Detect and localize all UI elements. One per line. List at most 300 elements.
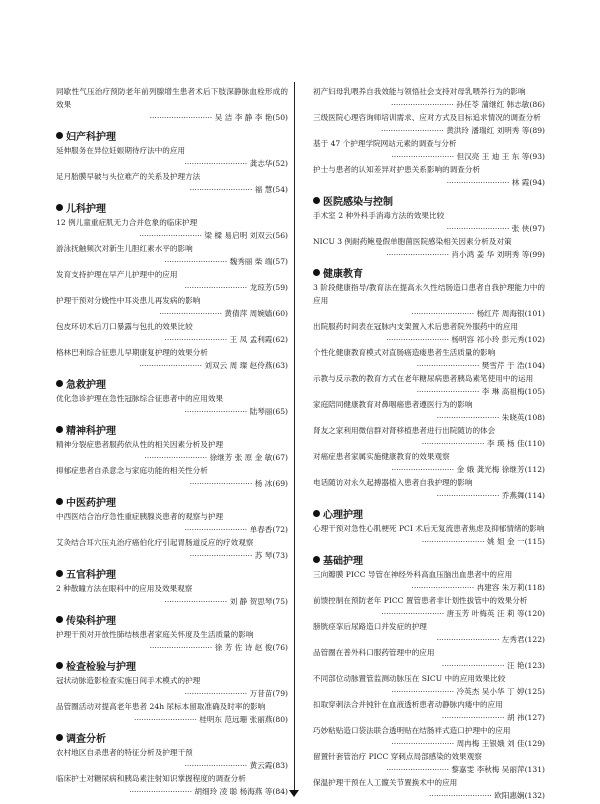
section-title: 心理护理 — [323, 510, 363, 521]
bullet-icon — [56, 734, 63, 741]
column-divider — [294, 82, 295, 790]
leader-dots: ·························· — [184, 283, 250, 292]
leader-dots: ·························· — [381, 126, 447, 135]
section-title: 儿科护理 — [66, 204, 106, 215]
entry-page-number: (59) — [272, 283, 288, 292]
entry-title: 出院服药时间表在冠脉内支架置入术后患者院外服药中的应用 — [313, 322, 519, 331]
entry-authors: 肖小鸿 姜 华 刘明秀 等 — [451, 250, 530, 259]
entry-authors: 李 瑛 杨 佳 — [486, 439, 525, 448]
toc-section — [313, 264, 545, 502]
entry-meta — [313, 463, 545, 476]
entry-authors: 福 慧 — [254, 185, 273, 194]
entry-meta — [313, 333, 545, 346]
entry-title: 护理干预对开放性肺结核患者家庭关怀度及生活质量的影响 — [56, 630, 254, 639]
entry-authors: 徐继芳 张 原 金 敏 — [209, 453, 273, 462]
toc-entry[interactable] — [56, 700, 288, 726]
entry-authors: 樊雪芹 于 浩 — [481, 361, 525, 370]
entry-page-number: (118) — [524, 583, 545, 592]
entry-meta — [56, 595, 288, 608]
entry-title: 扣取穿刺法合并钝针在血液透析患者动静脉内瘘中的应用 — [313, 700, 503, 709]
toc-entry[interactable] — [313, 672, 545, 698]
section-title: 妇产科护理 — [66, 132, 116, 143]
bullet-icon — [56, 204, 63, 211]
toc-entry[interactable] — [56, 392, 288, 418]
entry-meta — [56, 759, 288, 772]
leader-dots: ·························· — [416, 361, 482, 370]
entry-page-number: (99) — [529, 250, 545, 259]
toc-entry[interactable] — [56, 464, 288, 490]
toc-entry[interactable] — [313, 522, 545, 548]
bullet-icon — [56, 132, 63, 139]
entry-authors: 杨 冰 — [254, 479, 273, 488]
section-heading — [313, 264, 545, 281]
entry-title: 膀胱痉挛后尿路造口并发症的护理 — [313, 622, 427, 631]
leader-dots: ·························· — [391, 465, 457, 474]
entry-page-number: (115) — [524, 537, 545, 546]
section-heading — [313, 505, 545, 522]
section-title: 急救护理 — [66, 380, 106, 391]
leader-dots: ·························· — [164, 597, 230, 606]
entry-page-number: (129) — [524, 739, 545, 748]
entry-meta — [56, 333, 288, 346]
entry-page-number: (62) — [272, 335, 288, 344]
entry-title: 品管圈在普外科口服药管理中的应用 — [313, 648, 435, 657]
section-heading — [56, 611, 288, 628]
entry-authors: 周冉梅 王银娥 刘 佳 — [456, 739, 525, 748]
section-heading — [56, 657, 288, 674]
bullet-icon — [56, 616, 63, 623]
entry-authors: 杨红芹 周海银 — [476, 309, 525, 318]
entry-title: 优化急诊护理在急性冠脉综合征患者中的应用效果 — [56, 394, 224, 403]
entry-authors: 徐 芳 佐 诗 赵 俊 — [214, 643, 273, 652]
toc-section — [56, 421, 288, 490]
toc-entry[interactable] — [56, 268, 288, 294]
toc-section — [56, 565, 288, 608]
toc-entry[interactable] — [56, 510, 288, 536]
entry-page-number: (120) — [524, 609, 545, 618]
toc-entry[interactable] — [313, 209, 545, 235]
entry-authors: 林 霞 — [511, 178, 530, 187]
entry-authors: 刘 静 贺思琴 — [229, 597, 273, 606]
toc-entry[interactable] — [56, 85, 288, 124]
entry-title: 护理干预对分娩性中耳炎患儿再发病的影响 — [56, 296, 201, 305]
entry-page-number: (75) — [272, 597, 288, 606]
entry-title: 艾灸结合耳穴压丸治疗癌伯化疗引起胃肠道反应的疗效观察 — [56, 538, 254, 547]
entry-page-number: (97) — [529, 224, 545, 233]
entry-authors: 魏秀丽 柴 端 — [229, 257, 273, 266]
toc-entry[interactable] — [56, 346, 288, 372]
entry-authors: 左秀君 — [501, 635, 525, 644]
toc-entry[interactable] — [56, 170, 288, 196]
entry-authors: 乔燕舞 — [501, 491, 525, 500]
toc-entry[interactable] — [313, 398, 545, 424]
entry-title: 冠状动脉造影检查实施日间手术模式的护理 — [56, 676, 201, 685]
entry-title: 抑郁症患者自杀意念与家庭功能的相关性分析 — [56, 466, 208, 475]
leader-dots: ·························· — [391, 739, 457, 748]
toc-entry[interactable] — [313, 476, 545, 502]
toc-entry[interactable] — [56, 582, 288, 608]
leader-dots: ·························· — [391, 100, 457, 109]
entry-page-number: (57) — [272, 257, 288, 266]
bullet-icon — [56, 570, 63, 577]
leader-dots: ·························· — [144, 453, 210, 462]
entry-meta — [313, 98, 545, 111]
toc-entry[interactable] — [313, 85, 545, 111]
entry-title: 保温护理干预在人工髋关节置换术中的应用 — [313, 778, 458, 787]
entry-authors: 姚 姐 金 一 — [486, 537, 525, 546]
entry-page-number: (131) — [524, 765, 545, 774]
toc-entry[interactable] — [313, 776, 545, 802]
entry-page-number: (101) — [524, 309, 545, 318]
section-heading — [56, 199, 288, 216]
entry-authors: 胡 祎 — [506, 713, 525, 722]
entry-page-number: (83) — [272, 761, 288, 770]
toc-entry[interactable] — [313, 320, 545, 346]
entry-title: 3 阶段健康指导/教育法在提高永久性结肠造口患者自我护理能力中的应用 — [313, 283, 545, 305]
section-title: 健康教育 — [323, 269, 363, 280]
section-heading — [56, 729, 288, 746]
entry-meta — [313, 307, 545, 320]
toc-entry[interactable] — [313, 620, 545, 646]
toc-entry[interactable] — [313, 137, 545, 163]
toc-section — [313, 551, 545, 802]
leader-dots: ·························· — [189, 479, 255, 488]
toc-entry[interactable] — [56, 628, 288, 654]
entry-title: 示教与反示教的教育方式在老年糖尿病患者胰岛素笔使用中的运用 — [313, 374, 534, 383]
entry-title: 护士与患者的认知差异对护患关系影响的调查分析 — [313, 165, 481, 174]
toc-section — [313, 505, 545, 548]
entry-title: 家庭陪同健康教育对鼻咽癌患者遵医行为的影响 — [313, 400, 473, 409]
entry-authors: 张 侠 — [511, 224, 530, 233]
entry-meta — [56, 183, 288, 196]
toc-entry[interactable] — [313, 594, 545, 620]
entry-title: 游泳抚触频次对新生儿胆红素水平的影响 — [56, 244, 193, 253]
entry-page-number: (122) — [524, 635, 545, 644]
toc-section — [56, 611, 288, 654]
toc-entry[interactable] — [313, 281, 545, 320]
toc-entry[interactable] — [56, 216, 288, 242]
leader-dots: ·························· — [436, 413, 502, 422]
leader-dots: ·························· — [429, 791, 495, 800]
entry-page-number: (114) — [524, 491, 545, 500]
toc-entry[interactable] — [56, 438, 288, 464]
entry-meta — [56, 785, 288, 798]
entry-title: 基于 47 个护理学院网站元素的调查与分析 — [313, 139, 457, 148]
entry-page-number: (73) — [272, 551, 288, 560]
entry-authors: 桂明东 范远珊 张丽燕 — [199, 715, 273, 724]
entry-title: 初产妇母乳喂养自我效能与领悟社会支持对母乳喂养行为的影响 — [313, 87, 526, 96]
leader-dots: ·························· — [139, 361, 205, 370]
entry-meta — [313, 248, 545, 261]
entry-page-number: (102) — [524, 335, 545, 344]
entry-authors: 陆琴丽 — [249, 407, 273, 416]
entry-page-number: (112) — [524, 465, 545, 474]
section-heading — [56, 493, 288, 510]
entry-authors: 黎嘉雯 李秋梅 吴丽萍 — [451, 765, 525, 774]
toc-entry[interactable] — [56, 746, 288, 772]
toc-section — [56, 199, 288, 372]
entry-page-number: (93) — [529, 152, 545, 161]
entry-page-number: (52) — [272, 159, 288, 168]
bullet-icon — [313, 510, 320, 517]
entry-page-number: (127) — [524, 713, 545, 722]
leader-dots: ·························· — [139, 231, 205, 240]
leader-dots: ·························· — [411, 309, 477, 318]
toc-entry[interactable] — [56, 536, 288, 562]
toc-entry[interactable] — [313, 111, 545, 137]
entry-meta — [56, 157, 288, 170]
entry-meta — [56, 477, 288, 490]
leader-dots: ·························· — [436, 635, 502, 644]
entry-page-number: (54) — [272, 185, 288, 194]
entry-meta — [56, 451, 288, 464]
entry-meta — [56, 111, 288, 124]
section-title: 精神科护理 — [66, 426, 116, 437]
entry-page-number: (84) — [272, 787, 288, 796]
entry-title: NICU 3 例耐药鲍曼假单胞菌医院感染相关因素分析及对策 — [313, 237, 512, 246]
leader-dots: ·························· — [184, 689, 250, 698]
toc-section — [56, 493, 288, 562]
entry-meta — [313, 222, 545, 235]
toc-entry[interactable] — [56, 320, 288, 346]
entry-title: 包皮环切术后刀口暴露与包扎的效果比较 — [56, 322, 193, 331]
entry-authors: 金 娥 龚光梅 徐继芳 — [456, 465, 525, 474]
leader-dots: ·························· — [386, 765, 452, 774]
section-title: 检查检验与护理 — [66, 662, 136, 673]
toc-entry[interactable] — [313, 372, 545, 398]
section-title: 基础护理 — [323, 556, 363, 567]
entry-title: 肾友之家利用微信群对肾移植患者进行出院随访的体会 — [313, 426, 496, 435]
entry-page-number: (123) — [524, 661, 545, 670]
toc-entry[interactable] — [313, 568, 545, 594]
leader-dots: ·························· — [421, 537, 487, 546]
entry-page-number: (65) — [272, 407, 288, 416]
right-column — [313, 82, 545, 802]
entry-title: 心理干预对急性心肌梗死 PCI 术后无复流患者焦虑及抑郁情绪的影响 — [313, 524, 545, 533]
entry-title: 发育支持护理在早产儿护理中的应用 — [56, 270, 178, 279]
entry-authors: 汪 艳 — [506, 661, 525, 670]
entry-title: 品管圈活动对提高老年患者 24h 尿标本留取准确及时率的影响 — [56, 702, 266, 711]
entry-title: 手术室 2 种外科手消毒方法的效果比较 — [313, 211, 445, 220]
entry-meta — [313, 411, 545, 424]
entry-meta — [56, 255, 288, 268]
entry-title: 农村地区自杀患者的特征分析及护理干预 — [56, 748, 193, 757]
entry-authors: 但汉亮 王 迪 王 东 等 — [456, 152, 530, 161]
page-down-arrow-icon — [289, 790, 299, 797]
entry-page-number: (60) — [272, 309, 288, 318]
entry-meta — [313, 685, 545, 698]
entry-title: 个性化健康教育模式对直肠癌造瘘患者生活质量的影响 — [313, 348, 496, 357]
entry-meta — [313, 581, 545, 594]
section-title: 传染科护理 — [66, 616, 116, 627]
toc-section — [313, 85, 545, 189]
entry-meta — [313, 437, 545, 450]
entry-meta — [313, 359, 545, 372]
entry-title: 留置针套管治疗 PICC 穿刺点局部感染的效果观察 — [313, 752, 482, 761]
toc-entry[interactable] — [313, 724, 545, 750]
section-heading — [56, 375, 288, 392]
entry-page-number: (72) — [272, 525, 288, 534]
toc-entry[interactable] — [313, 424, 545, 450]
entry-meta — [313, 763, 545, 776]
entry-authors: 黄洪玲 潘瑞红 刘明秀 等 — [446, 126, 530, 135]
entry-authors: 龙琼芳 — [249, 283, 273, 292]
entry-title: 12 例儿童重症肌无力合并危象的临床护理 — [56, 218, 198, 227]
toc-entry[interactable] — [313, 646, 545, 672]
leader-dots: ·························· — [381, 609, 447, 618]
section-heading — [313, 551, 545, 568]
entry-page-number: (79) — [272, 689, 288, 698]
bullet-icon — [313, 269, 320, 276]
entry-authors: 朱晓英 — [501, 413, 525, 422]
entry-authors: 吴 洁 李 静 李 艳 — [214, 113, 273, 122]
entry-page-number: (67) — [272, 453, 288, 462]
section-title: 五官科护理 — [66, 570, 116, 581]
toc-entry[interactable] — [313, 235, 545, 261]
toc-entry[interactable] — [313, 450, 545, 476]
leader-dots: ·························· — [441, 713, 507, 722]
entry-meta — [313, 607, 545, 620]
leader-dots: ·························· — [129, 787, 195, 796]
leader-dots: ·························· — [411, 583, 477, 592]
entry-authors: 黄云霞 — [249, 761, 273, 770]
toc-entry[interactable] — [56, 144, 288, 170]
entry-authors: 杨明容 祁小玲 彭元秀 — [451, 335, 525, 344]
entry-title: 同歇性气压治疗预防老年前列腺增生患者术后下肢深静脉血栓形成的效果 — [56, 87, 288, 109]
entry-page-number: (105) — [524, 387, 545, 396]
toc-entry[interactable] — [56, 674, 288, 700]
entry-page-number: (69) — [272, 479, 288, 488]
entry-meta — [56, 229, 288, 242]
entry-title: 三向瓣膜 PICC 导管在神经外科高血压脑出血患者中的应用 — [313, 570, 513, 579]
entry-title: 足月胎膜早破与头位难产的关系及护理方法 — [56, 172, 201, 181]
leader-dots: ·························· — [184, 407, 250, 416]
entry-meta — [313, 150, 545, 163]
entry-meta — [313, 633, 545, 646]
toc-entry[interactable] — [56, 242, 288, 268]
leader-dots: ·························· — [416, 387, 482, 396]
toc-entry[interactable] — [313, 163, 545, 189]
entry-authors: 苏 琴 — [254, 551, 273, 560]
entry-meta — [56, 687, 288, 700]
entry-authors: 孙任苓 蒲继红 韩志敏 — [456, 100, 530, 109]
toc-section — [56, 729, 288, 798]
entry-authors: 黄倩萍 周婉嫱 — [224, 309, 273, 318]
toc-entry[interactable] — [313, 346, 545, 372]
leader-dots: ·························· — [391, 687, 457, 696]
entry-title: 三级医院心理咨询师培训需求、应对方式及目标追求情况的调查分析 — [313, 113, 541, 122]
entry-meta — [313, 789, 545, 802]
entry-page-number: (50) — [272, 113, 288, 122]
entry-authors: 单春香 — [249, 525, 273, 534]
entry-authors: 欧阳惠娴 — [494, 791, 525, 800]
entry-title: 巧妙粘贴造口袋法联合透明贴在结肠袢式造口护理中的应用 — [313, 726, 511, 735]
entry-meta — [313, 489, 545, 502]
entry-meta — [313, 124, 545, 137]
section-heading — [56, 127, 288, 144]
leader-dots: ·························· — [184, 159, 250, 168]
leader-dots: ·························· — [184, 525, 250, 534]
toc-entry[interactable] — [313, 750, 545, 776]
entry-authors: 冷英杰 吴小华 丁 婷 — [456, 687, 525, 696]
entry-authors: 万昔苗 — [249, 689, 273, 698]
entry-title: 电话随访对永久起搏器植入患者自我护理的影响 — [313, 478, 473, 487]
entry-meta — [56, 641, 288, 654]
leader-dots: ·························· — [134, 715, 200, 724]
leader-dots: ·························· — [441, 661, 507, 670]
entry-title: 临床护士对糖尿病和胰岛素注射知识掌握程度的调查分析 — [56, 774, 246, 783]
entry-title: 不同部位动脉置管监测动脉压在 SICU 中的应用效果比较 — [313, 674, 506, 683]
leader-dots: ·························· — [421, 439, 487, 448]
toc-entry[interactable] — [313, 698, 545, 724]
entry-meta — [313, 737, 545, 750]
leader-dots: ·························· — [386, 335, 452, 344]
entry-page-number: (56) — [272, 231, 288, 240]
leader-dots: ·························· — [446, 224, 512, 233]
entry-page-number: (132) — [524, 791, 545, 800]
entry-authors: 龚志华 — [249, 159, 273, 168]
leader-dots: ·························· — [446, 178, 512, 187]
entry-meta — [313, 535, 545, 548]
bullet-icon — [56, 426, 63, 433]
leader-dots: ·························· — [164, 335, 230, 344]
entry-page-number: (94) — [529, 178, 545, 187]
section-heading — [56, 565, 288, 582]
entry-meta — [56, 713, 288, 726]
entry-title: 中西医结合治疗急性重症胰腺炎患者的观察与护理 — [56, 512, 224, 521]
entry-title: 2 种散瞳方法在眼科中的应用及效果观察 — [56, 584, 193, 593]
entry-page-number: (76) — [272, 643, 288, 652]
toc-section — [56, 127, 288, 196]
entry-meta — [56, 307, 288, 320]
entry-authors: 胡细玲 凌 聪 杨海燕 等 — [194, 787, 273, 796]
leader-dots: ·························· — [149, 643, 215, 652]
leader-dots: ·························· — [391, 152, 457, 161]
entry-authors: 王 凤 孟利霞 — [229, 335, 273, 344]
entry-authors: 李 琳 高祖梅 — [481, 387, 525, 396]
toc-section — [56, 657, 288, 726]
toc-entry[interactable] — [56, 772, 288, 798]
entry-page-number: (63) — [272, 361, 288, 370]
leader-dots: ·························· — [159, 309, 225, 318]
left-column — [56, 82, 288, 798]
bullet-icon — [56, 662, 63, 669]
entry-meta — [313, 176, 545, 189]
leader-dots: ·························· — [386, 250, 452, 259]
section-title: 中医药护理 — [66, 498, 116, 509]
entry-meta — [56, 405, 288, 418]
entry-page-number: (89) — [529, 126, 545, 135]
toc-section — [56, 85, 288, 124]
entry-page-number: (108) — [524, 413, 545, 422]
bullet-icon — [56, 380, 63, 387]
entry-title: 精神分裂症患者服药依从性的相关因素分析及护理 — [56, 440, 224, 449]
leader-dots: ·························· — [436, 491, 502, 500]
entry-authors: 梁 樑 易启明 刘双云 — [204, 231, 273, 240]
leader-dots: ·························· — [184, 761, 250, 770]
entry-authors: 冉建容 朱万莉 — [476, 583, 525, 592]
leader-dots: ·························· — [164, 257, 230, 266]
entry-meta — [56, 359, 288, 372]
entry-page-number: (125) — [524, 687, 545, 696]
entry-meta — [56, 281, 288, 294]
entry-title: 对癌症患者家属实施健康教育的效果观察 — [313, 452, 450, 461]
entry-meta — [313, 711, 545, 724]
section-heading — [313, 192, 545, 209]
entry-page-number: (86) — [529, 100, 545, 109]
entry-title: 前馈控制在预防老年 PICC 置管患者非计划性拔管中的效果分析 — [313, 596, 528, 605]
toc-entry[interactable] — [56, 294, 288, 320]
